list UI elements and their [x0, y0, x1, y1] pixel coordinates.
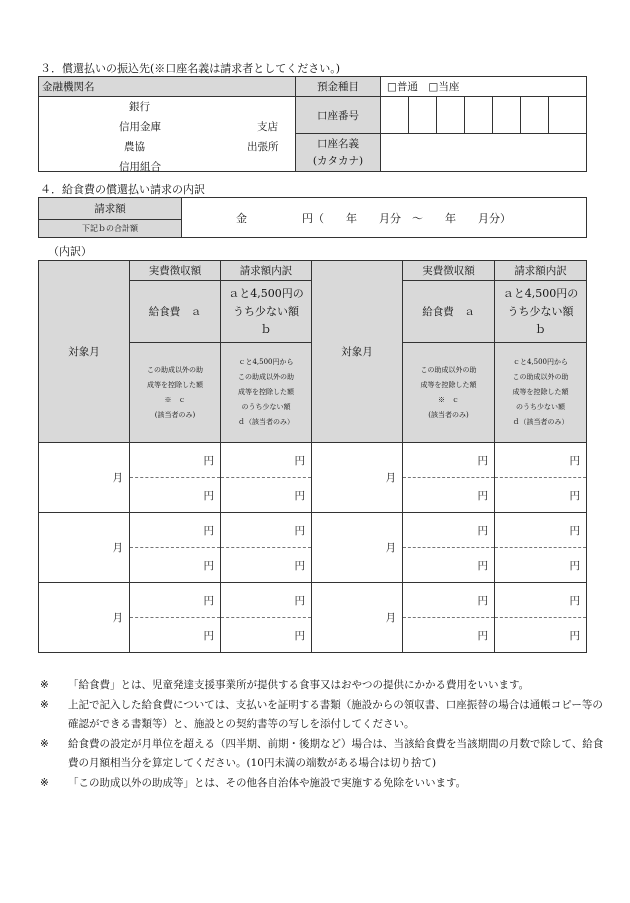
b-line3: ｂ: [535, 322, 546, 336]
breakdown-label: （内訳）: [48, 245, 92, 258]
c-line4: (該当者のみ): [154, 410, 196, 419]
month-cell[interactable]: 月: [39, 443, 130, 513]
yen-cell-c[interactable]: 円: [130, 478, 221, 513]
account-name-field[interactable]: [381, 134, 587, 172]
bank-name-field[interactable]: [39, 97, 296, 172]
b-line2: うち少ない額: [233, 304, 299, 318]
section4-title: ４．給食費の償還払い請求の内訳: [40, 183, 205, 196]
c-line3: ※ ｃ: [438, 395, 459, 404]
month-cell[interactable]: 月: [39, 513, 130, 583]
c-line2: 成等を控除した額: [147, 380, 203, 389]
c-line4: (該当者のみ): [428, 410, 469, 419]
account-name-label-line2: (カタカナ): [312, 154, 364, 167]
note-text: 「この助成以外の助成等」とは、その他各自治体や施設で実施する免除をいいます。: [68, 777, 467, 789]
account-digit-2[interactable]: [409, 97, 437, 134]
account-name-label: [296, 134, 381, 172]
section3-title: ３．償還払いの振込先(※口座名義は請求者としてください。): [40, 62, 341, 75]
d-line5: ｄ（該当者のみ）: [238, 418, 294, 426]
d-line4: のうち少ない額: [241, 403, 291, 411]
yen-cell-d[interactable]: 円: [221, 478, 312, 513]
note-1: [0, 676, 630, 695]
yen-cell-a[interactable]: 円: [403, 443, 495, 478]
b-line3: ｂ: [260, 322, 272, 336]
yen-cell-b[interactable]: 円: [221, 583, 312, 618]
b-line2: うち少ない額: [507, 304, 574, 318]
d-header-right: [495, 343, 587, 443]
actual-fee-header-right: 実費徴収額: [403, 261, 495, 281]
account-digit-1[interactable]: [381, 97, 409, 134]
yen-cell-c[interactable]: 円: [403, 548, 495, 583]
c-line2: 成等を控除した額: [420, 380, 477, 389]
yen-cell-a[interactable]: 円: [130, 443, 221, 478]
d-line1: ｃと4,500円から: [238, 358, 294, 366]
c-header-left: [130, 343, 221, 443]
b-line1: ａと4,500円の: [502, 286, 579, 300]
bank-type-nokyo: 農協: [124, 141, 145, 153]
note-mark: ※: [40, 777, 49, 789]
meal-fee-a-right: 給食費 ａ: [403, 281, 495, 343]
d-line3: 成等を控除した額: [238, 388, 294, 396]
bank-name-label: 金融機関名: [39, 77, 296, 97]
target-month-header-left: 対象月: [39, 261, 130, 443]
meal-fee-a-left: 給食費 ａ: [130, 281, 221, 343]
yen-cell-d[interactable]: 円: [495, 478, 587, 513]
c-line1: この助成以外の助: [420, 365, 477, 374]
note-3: [0, 735, 630, 773]
yen-cell-d[interactable]: 円: [221, 548, 312, 583]
target-month-header-right: 対象月: [312, 261, 403, 443]
yen-cell-c[interactable]: 円: [130, 618, 221, 653]
bank-type-bank: 銀行: [129, 101, 150, 113]
note-text: 給食費の設定が月単位を超える（四半期、前期・後期など）場合は、当該給食費を当該期間の月数で除して、給食費の月額相当分を算定してください。(10円未満の端数がある場合は切り捨て): [68, 738, 604, 769]
d-line4: のうち少ない額: [516, 403, 565, 411]
d-line2: この助成以外の助: [238, 373, 294, 381]
note-mark: ※: [40, 738, 49, 750]
yen-cell-a[interactable]: 円: [130, 583, 221, 618]
account-number-label: 口座番号: [296, 97, 381, 134]
breakdown-table: [38, 260, 587, 653]
claim-detail-header-left: 請求額内訳: [221, 261, 312, 281]
notes: [0, 676, 630, 789]
note-text: 「給食費」とは、児童発達支援事業所が提供する食事又はおやつの提供にかかる費用をいいます。: [68, 679, 530, 691]
yen-cell-b[interactable]: 円: [221, 513, 312, 548]
yen-cell-c[interactable]: 円: [130, 548, 221, 583]
account-digit-3[interactable]: [437, 97, 465, 134]
claim-amount-field[interactable]: 金 円（ 年 月分 ～ 年 月分）: [182, 198, 587, 238]
c-header-right: [403, 343, 495, 443]
claim-label: 請求額: [39, 198, 182, 220]
d-line1: ｃと4,500円から: [512, 358, 569, 366]
account-digit-4[interactable]: [465, 97, 493, 134]
b-line1: ａと4,500円の: [228, 286, 304, 300]
bank-table: [38, 76, 587, 172]
claim-detail-header-right: 請求額内訳: [495, 261, 587, 281]
account-name-label-line1: 口座名義: [317, 137, 359, 150]
yen-cell-a[interactable]: 円: [403, 513, 495, 548]
month-cell[interactable]: 月: [312, 443, 403, 513]
bank-type-kumiai: 信用組合: [119, 161, 161, 173]
yen-cell-d[interactable]: 円: [221, 618, 312, 653]
yen-cell-d[interactable]: 円: [495, 548, 587, 583]
yen-cell-a[interactable]: 円: [403, 583, 495, 618]
month-cell[interactable]: 月: [312, 513, 403, 583]
note-2: [0, 696, 630, 734]
note-mark: ※: [40, 679, 49, 691]
account-digit-5[interactable]: [493, 97, 521, 134]
yen-cell-b[interactable]: 円: [495, 443, 587, 478]
yen-cell-c[interactable]: 円: [403, 618, 495, 653]
yen-cell-b[interactable]: 円: [495, 513, 587, 548]
claim-sublabel: 下記ｂの合計額: [39, 220, 182, 238]
b-header-right: [495, 281, 587, 343]
month-cell[interactable]: 月: [312, 583, 403, 653]
d-line3: 成等を控除した額: [512, 388, 569, 396]
bank-type-shinkin: 信用金庫: [119, 121, 161, 133]
c-line1: この助成以外の助: [147, 365, 203, 374]
month-cell[interactable]: 月: [39, 583, 130, 653]
yen-cell-b[interactable]: 円: [221, 443, 312, 478]
d-line5: ｄ（該当者のみ）: [512, 418, 569, 426]
claim-table: [38, 197, 587, 238]
yen-cell-c[interactable]: 円: [403, 478, 495, 513]
yen-cell-d[interactable]: 円: [495, 618, 587, 653]
branch-type-shiten: 支店: [257, 121, 278, 133]
actual-fee-header-left: 実費徴収額: [130, 261, 221, 281]
deposit-type-options[interactable]: □普通 □当座: [381, 77, 587, 97]
c-line3: ※ ｃ: [164, 395, 186, 404]
branch-type-shuchojo: 出張所: [247, 141, 279, 153]
deposit-type-label: 預金種目: [296, 77, 381, 97]
note-text: 上記で記入した給食費については、支払いを証明する書類（施設からの領収書、口座振替の場合は通帳コピー等の確認ができる書類等）と、施設との契約書等の写しを添付してください。: [68, 699, 603, 730]
account-digit-7[interactable]: [549, 97, 587, 134]
note-mark: ※: [40, 699, 49, 711]
d-line2: この助成以外の助: [512, 373, 569, 381]
yen-cell-b[interactable]: 円: [495, 583, 587, 618]
d-header-left: [221, 343, 312, 443]
account-digit-6[interactable]: [521, 97, 549, 134]
yen-cell-a[interactable]: 円: [130, 513, 221, 548]
b-header-left: [221, 281, 312, 343]
note-4: [0, 774, 630, 793]
